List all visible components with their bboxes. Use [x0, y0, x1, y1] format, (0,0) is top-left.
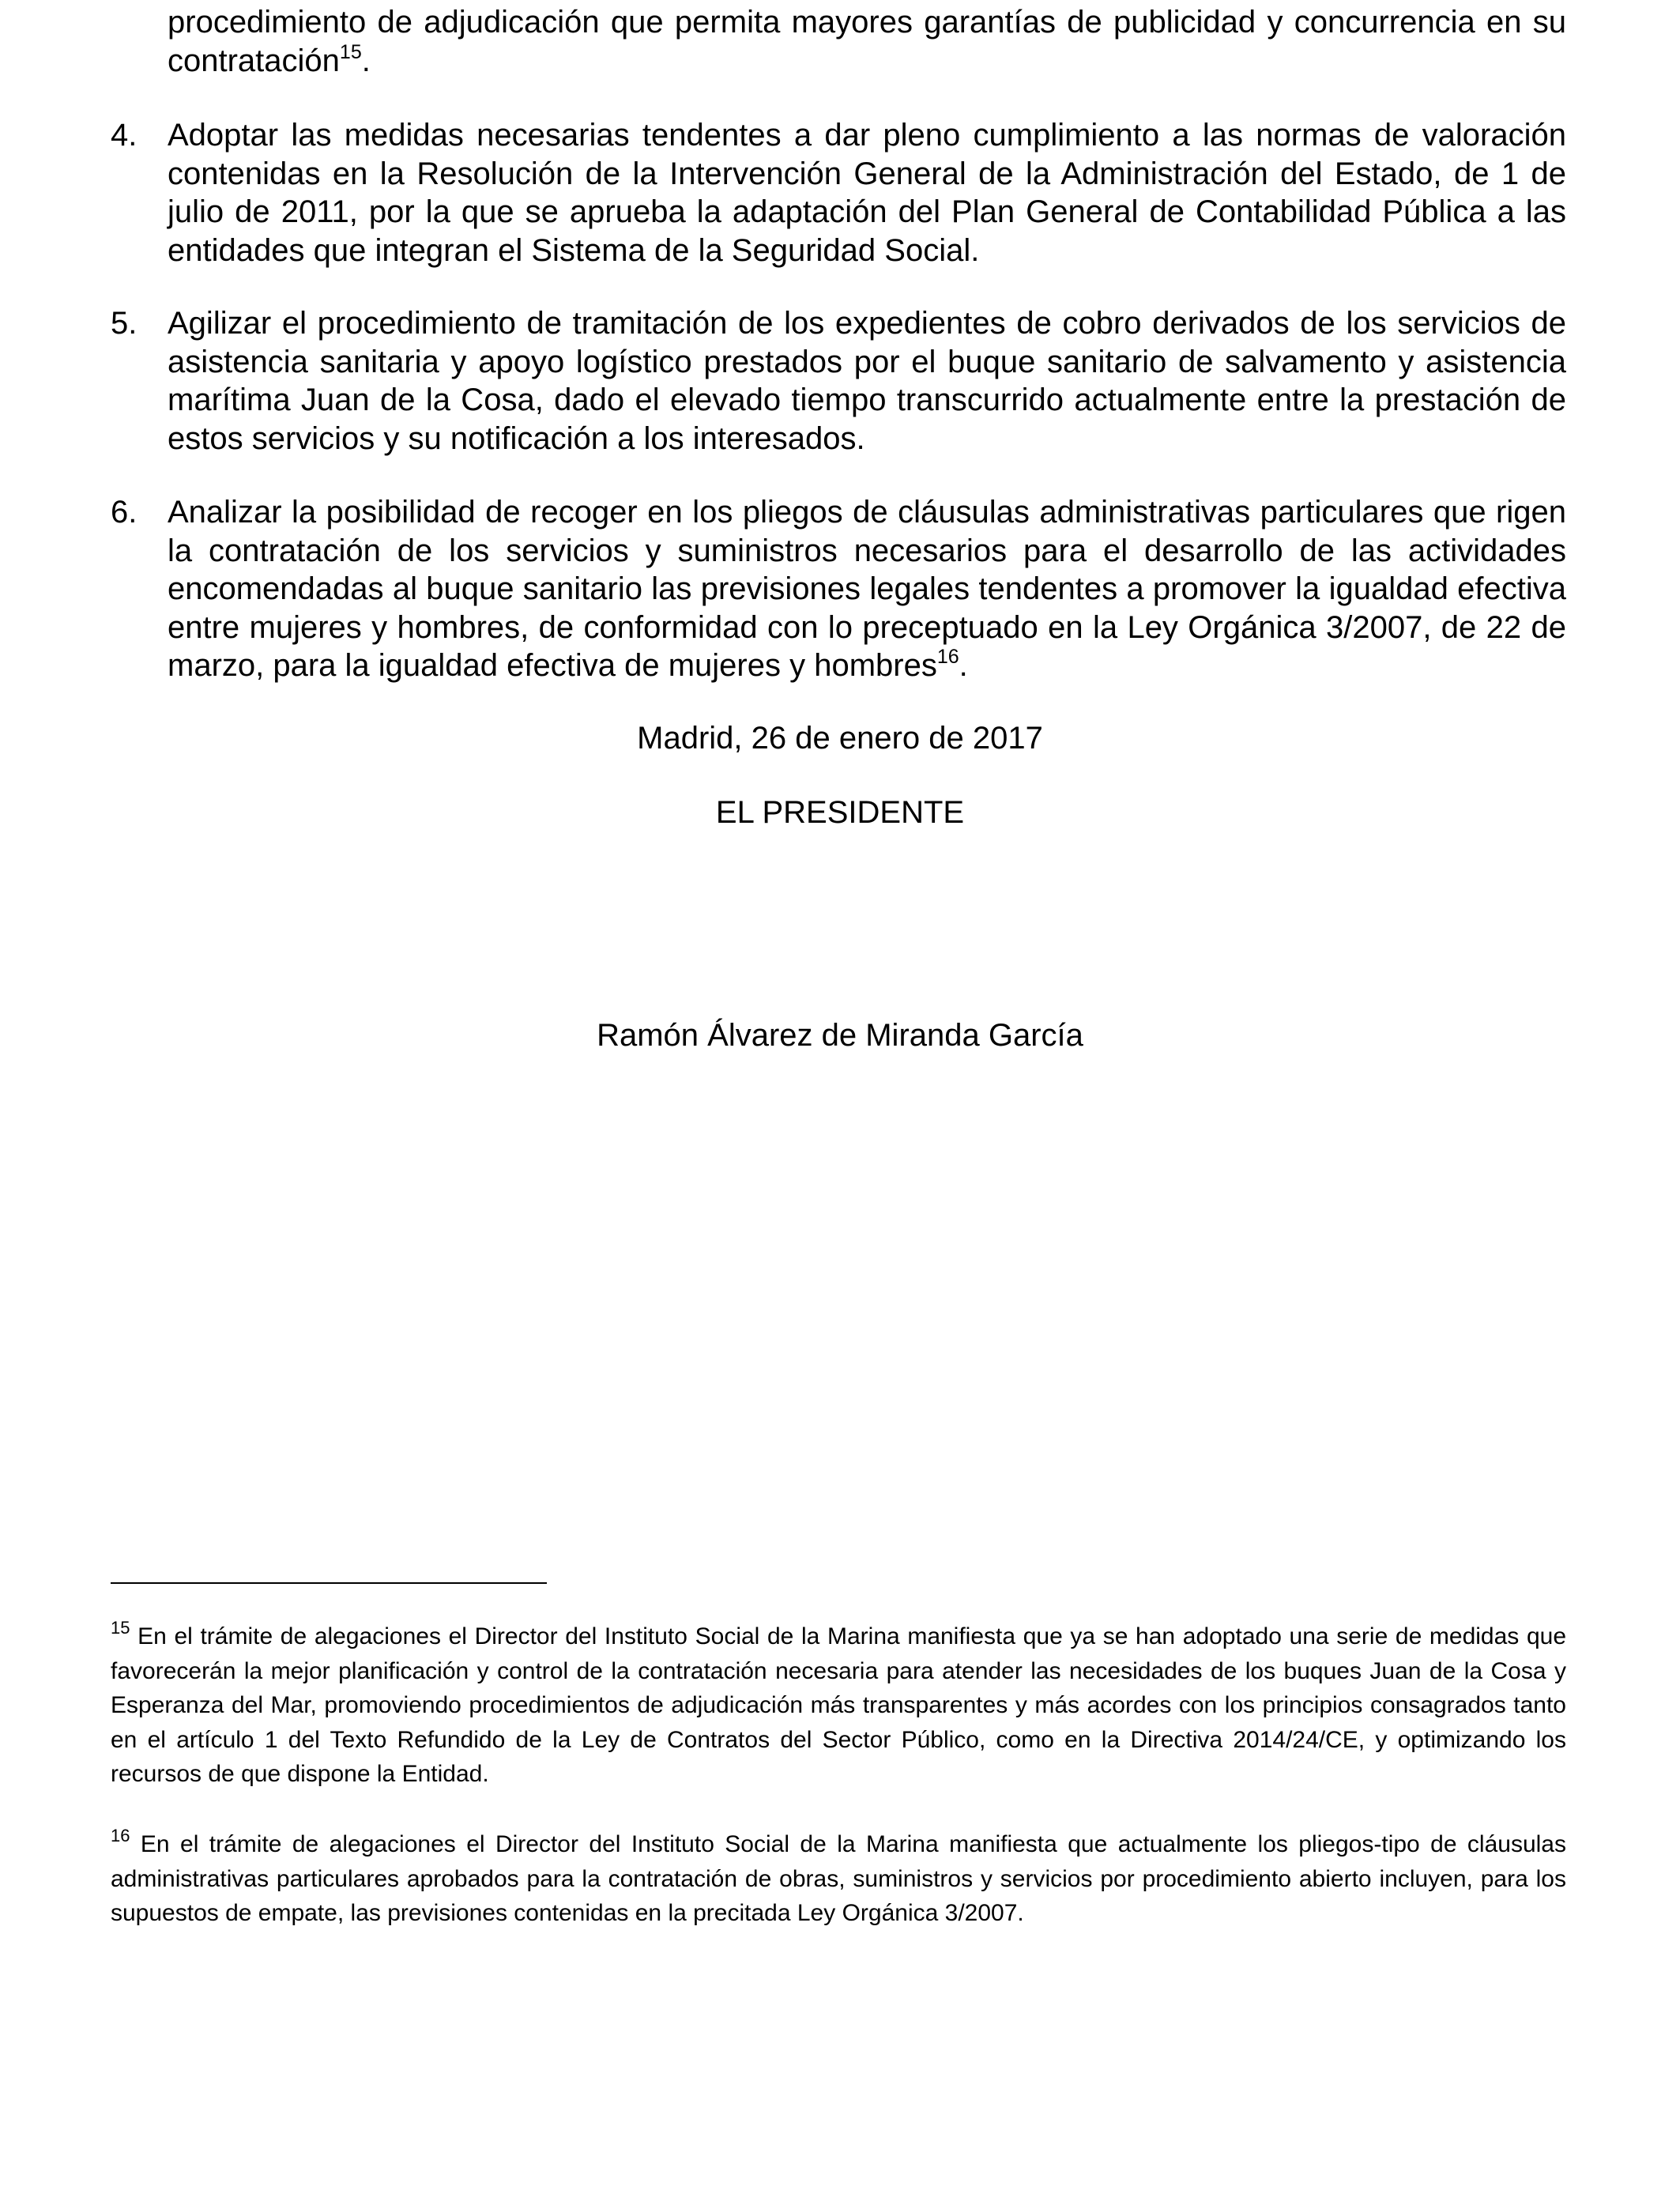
recommendation-text: Analizar la posibilidad de recoger en los pliegos de cláusulas administrativas particulares que rigen la contratación de los servicios y suministros necesarios para el desarrollo de las actividades encomendadas al buque sanitario las previsiones legales tendentes a promover la igualdad efectiva entre mujeres y hombres, de conformidad con lo preceptuado en la Ley Orgánica 3/2007, de 22 de marzo, para la igualdad efectiva de mujeres y hombres$^{16}$.	[168, 495, 1566, 683]
footnote-ref-16[interactable]: 16	[936, 645, 959, 668]
footnote-text: En el trámite de alegaciones el Director del Instituto Social de la Marina manifiesta que actualmente los pliegos-tipo de cláusulas administrativas particulares aprobados para la contratación de obras, suministros y servicios por procedimiento abierto incluyen, para los supuestos de empate, las previsiones contenidas en la precitada Ley Orgánica 3/2007.	[111, 1831, 1566, 1926]
footnote-number: 16	[111, 1825, 130, 1845]
recommendation-item-3-continued	[111, 3, 1566, 80]
recommendation-text: Adoptar las medidas necesarias tendentes a dar pleno cumplimiento a las normas de valoración contenidas en la Resolución de la Intervención General de la Administración del Estado, de 1 de julio de 2011, por la que se aprueba la adaptación del Plan General de Contabilidad Pública a las entidades que integran el Sistema de la Seguridad Social.	[168, 118, 1566, 268]
recommendation-text: Agilizar el procedimiento de tramitación de los expedientes de cobro derivados de los servicios de asistencia sanitaria y apoyo logístico prestados por el buque sanitario de salvamento y asistencia marítima Juan de la Cosa, dado el elevado tiempo transcurrido actualmente entre la prestación de estos servicios y su notificación a los interesados.	[168, 306, 1566, 456]
item-number: 4.	[111, 118, 137, 153]
signatory-name: Ramón Álvarez de Miranda García	[597, 1018, 1083, 1053]
signatory-role: EL PRESIDENTE	[715, 795, 965, 830]
recommendation-item-6	[111, 493, 1566, 685]
footnote-ref-15[interactable]: 15	[339, 40, 362, 63]
footnote-16	[111, 1827, 1566, 1931]
footnote-number: 15	[111, 1617, 130, 1638]
footnote-15	[111, 1619, 1566, 1792]
recommendation-item-5	[111, 304, 1566, 458]
footnote-text: En el trámite de alegaciones el Director del Instituto Social de la Marina manifiesta que ya se han adoptado una serie de medidas que favorecerán la mejor planificación y control de la contratación necesaria para atender las necesidades de los buques Juan de la Cosa y Esperanza del Mar, promoviendo procedimientos de adjudicación más transparentes y más acordes con los principios consagrados tanto en el artículo 1 del Texto Refundido de la Ley de Contratos del Sector Público, como en la Directiva 2014/24/CE, y optimizando los recursos de que dispone la Entidad.	[111, 1623, 1567, 1787]
recommendation-text: procedimiento de adjudicación que permita mayores garantías de publicidad y concurrencia en su contratación$^{15}$.	[168, 5, 1566, 78]
place-date: Madrid, 26 de enero de 2017	[637, 721, 1043, 756]
recommendation-item-4	[111, 116, 1566, 270]
footnote-separator	[111, 1582, 547, 1584]
item-number: 6.	[111, 495, 137, 530]
item-number: 5.	[111, 306, 137, 341]
